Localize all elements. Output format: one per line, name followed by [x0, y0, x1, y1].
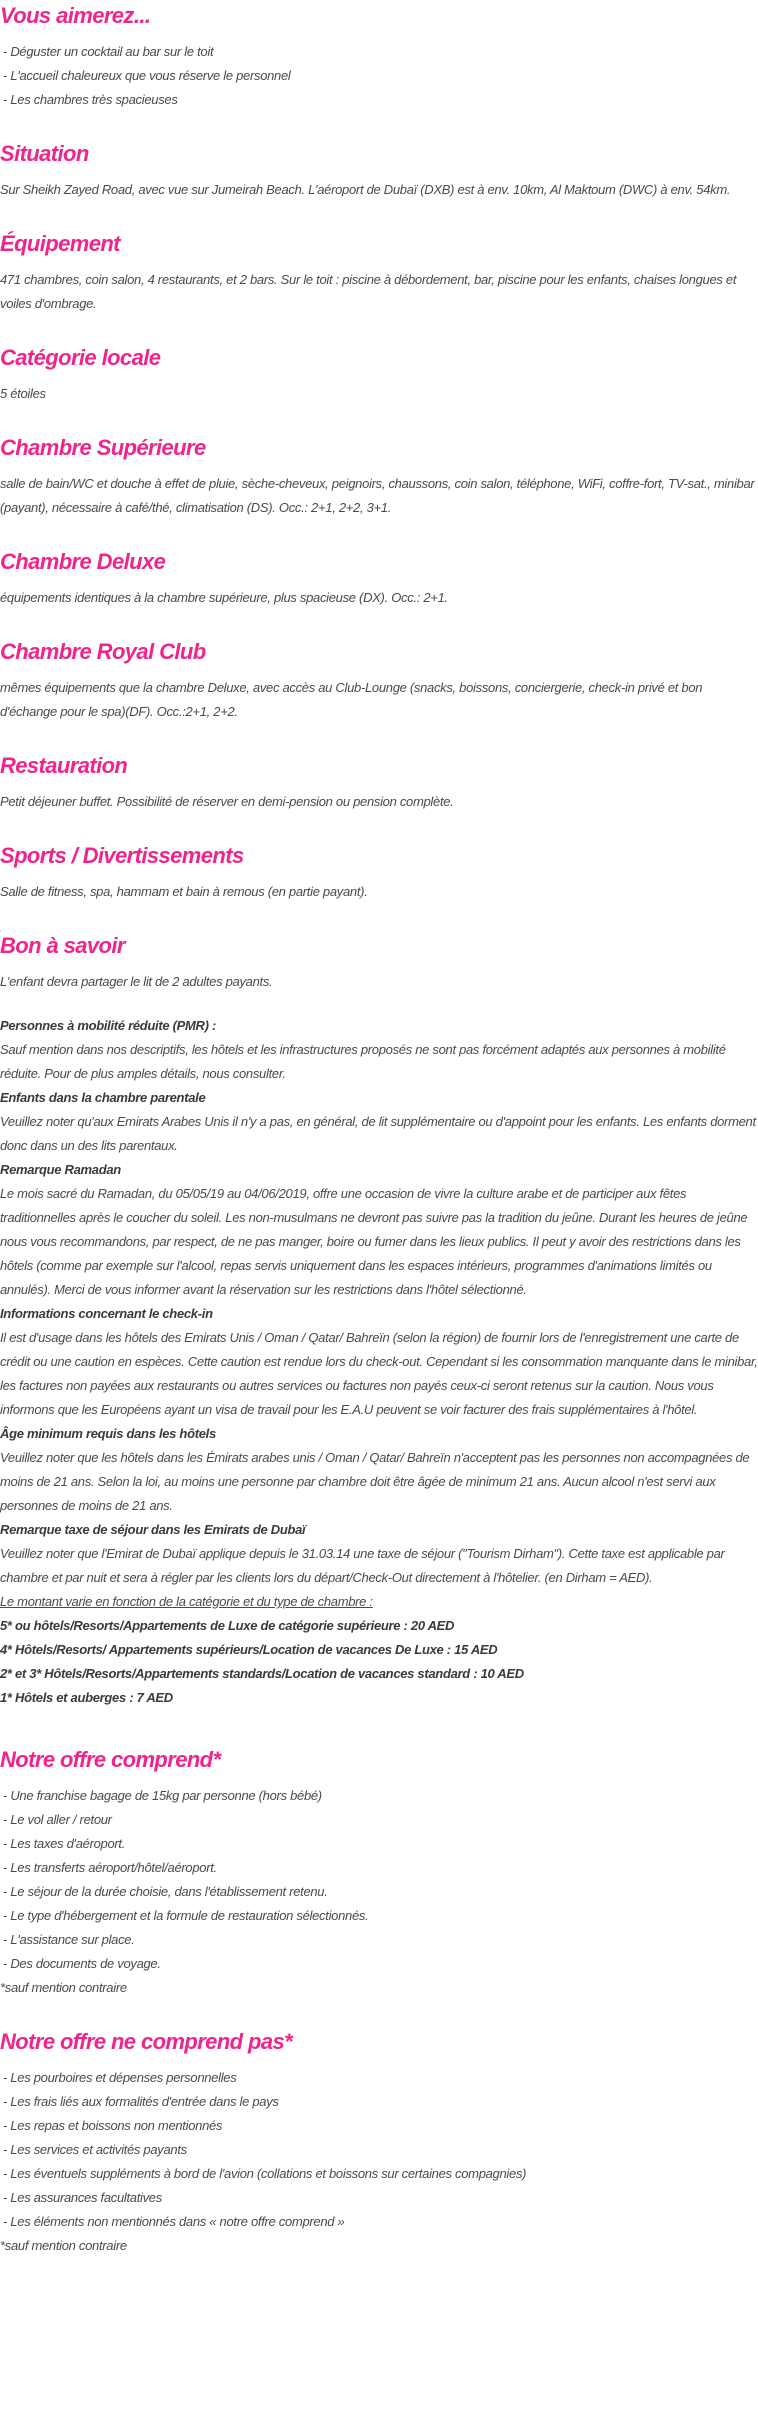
section-restauration — [0, 750, 758, 814]
footnote: *sauf mention contraire — [0, 2238, 127, 2253]
age-text: Veuillez noter que les hôtels dans les Émirats arabes unis / Oman / Qatar/ Bahreïn n'acceptent pas les personnes non accompagnées de moins de 21 ans. Selon la loi, au moins une personne par chambre doit être âgée de minimum 21 ans. Aucun alcool n'est servi aux personnes de moins de 21 ans. — [0, 1450, 750, 1513]
section-text: Salle de fitness, spa, hammam et bain à remous (en partie payant). — [0, 884, 368, 899]
list-item: - Le vol aller / retour — [3, 1812, 112, 1827]
list-item: - Le séjour de la durée choisie, dans l'établissement retenu. — [3, 1884, 328, 1899]
list-item: - Les éventuels suppléments à bord de l'avion (collations et boissons sur certaines compagnies) — [3, 2166, 527, 2181]
checkin-text: Il est d'usage dans les hôtels des Emirats Unis / Oman / Qatar/ Bahreïn (selon la région) de fournir lors de l'enregistrement une carte de crédit ou une caution en espèces. Cette caution est rendue lors du check-out. Cependant si les consommation manquante dans le minibar, les factures non payées aux restaurants ou autres services ou factures non payés ceux-ci seront retenus sur la caution. Nous vous informons que les Européens ayant un visa de travail pour les E.A.U peuvent se voir facturer des frais supplémentaires à l'hôtel. — [0, 1330, 758, 1417]
enfants-title: Enfants dans la chambre parentale — [0, 1090, 206, 1105]
section-text: 5 étoiles — [0, 386, 46, 401]
list-item: - L'assistance sur place. — [3, 1932, 135, 1947]
section-title: Sports / Divertissements — [0, 843, 244, 868]
section-equipement — [0, 228, 758, 316]
section-title: Catégorie locale — [0, 345, 161, 370]
montant-label: Le montant varie en fonction de la catégorie et du type de chambre : — [0, 1594, 373, 1609]
list-item: - Les pourboires et dépenses personnelles — [3, 2070, 237, 2085]
section-text: Petit déjeuner buffet. Possibilité de réserver en demi-pension ou pension complète. — [0, 794, 454, 809]
section-chambre-royal-club — [0, 636, 758, 724]
section-text: 471 chambres, coin salon, 4 restaurants, et 2 bars. Sur le toit : piscine à débordement, bar, piscine pour les enfants, chaises longues et voiles d'ombrage. — [0, 272, 737, 311]
included-list — [0, 1784, 758, 1976]
section-vous-aimerez — [0, 0, 758, 112]
section-bon-a-savoir — [0, 930, 758, 994]
checkin-title: Informations concernant le check-in — [0, 1306, 213, 1321]
pmr-text: Sauf mention dans nos descriptifs, les hôtels et les infrastructures proposés ne sont pas forcément adaptés aux personnes à mobilité réduite. Pour de plus amples détails, nous consulter. — [0, 1042, 726, 1081]
list-item: - L'accueil chaleureux que vous réserve le personnel — [3, 68, 291, 83]
section-title: Restauration — [0, 753, 128, 778]
excluded-list — [0, 2066, 758, 2234]
tax-rate: 2* et 3* Hôtels/Resorts/Appartements standards/Location de vacances standard : 10 AED — [0, 1666, 524, 1681]
list-item: - Les assurances facultatives — [3, 2190, 162, 2205]
highlights-list — [0, 40, 758, 112]
section-chambre-superieure — [0, 432, 758, 520]
list-item: - Les taxes d'aéroport. — [3, 1836, 126, 1851]
section-situation — [0, 138, 758, 202]
section-chambre-deluxe — [0, 546, 758, 610]
list-item: - Les services et activités payants — [3, 2142, 187, 2157]
section-title: Chambre Supérieure — [0, 435, 206, 460]
section-text: L'enfant devra partager le lit de 2 adultes payants. — [0, 974, 273, 989]
section-sports — [0, 840, 758, 904]
list-item: - Les transferts aéroport/hôtel/aéroport. — [3, 1860, 217, 1875]
ramadan-text: Le mois sacré du Ramadan, du 05/05/19 au 04/06/2019, offre une occasion de vivre la culture arabe et de participer aux fêtes traditionnelles après le coucher du soleil. Les non-musulmans ne devront pas suivre pas la tradition du jeûne. Durant les heures de jeûne nous vous recommandons, par respect, de ne pas manger, boire ou fumer dans les lieux publics. Il peut y avoir des restrictions dans les hôtels (comme par exemple sur l'alcool, repas servis uniquement dans les espaces intérieurs, programmes d'animations limités ou annulés). Merci de vous informer avant la réservation sur les restrictions dans l'hôtel sélectionné. — [0, 1186, 748, 1297]
practical-info — [0, 1014, 758, 1710]
section-text: mêmes équipements que la chambre Deluxe, avec accès au Club-Lounge (snacks, boissons, conciergerie, check-in privé et bon d'échange pour le spa)(DF). Occ.:2+1, 2+2. — [0, 680, 703, 719]
tax-rate: 4* Hôtels/Resorts/ Appartements supérieurs/Location de vacances De Luxe : 15 AED — [0, 1642, 498, 1657]
list-item: - Une franchise bagage de 15kg par personne (hors bébé) — [3, 1788, 322, 1803]
list-item: - Déguster un cocktail au bar sur le toit — [3, 44, 214, 59]
list-item: - Des documents de voyage. — [3, 1956, 161, 1971]
enfants-text: Veuillez noter qu'aux Emirats Arabes Unis il n'y a pas, en général, de lit supplémentaire ou d'appoint pour les enfants. Les enfants dorment donc dans un des lits parentaux. — [0, 1114, 756, 1153]
taxe-text: Veuillez noter que l'Emirat de Dubaï applique depuis le 31.03.14 une taxe de séjour ("Tourism Dirham"). Cette taxe est applicable par chambre et par nuit et sera à régler par les clients lors du départ/Check-Out directement à l'hôtelier. (en Dirham = AED). — [0, 1546, 725, 1585]
section-text: salle de bain/WC et douche à effet de pluie, sèche-cheveux, peignoirs, chaussons, coin salon, téléphone, WiFi, coffre-fort, TV-sat., minibar (payant), nécessaire à café/thé, climatisation (DS). Occ.: 2+1, 2+2, 3+1. — [0, 476, 755, 515]
section-title: Chambre Royal Club — [0, 639, 206, 664]
section-title: Chambre Deluxe — [0, 549, 166, 574]
section-text: équipements identiques à la chambre supérieure, plus spacieuse (DX). Occ.: 2+1. — [0, 590, 448, 605]
section-title: Notre offre ne comprend pas* — [0, 2029, 293, 2054]
list-item: - Les repas et boissons non mentionnés — [3, 2118, 223, 2133]
tax-rate: 5* ou hôtels/Resorts/Appartements de Luxe de catégorie supérieure : 20 AED — [0, 1618, 455, 1633]
list-item: - Les éléments non mentionnés dans « notre offre comprend » — [3, 2214, 345, 2229]
section-title: Bon à savoir — [0, 933, 125, 958]
section-offre-ne-comprend-pas — [0, 2026, 758, 2258]
list-item: - Les chambres très spacieuses — [3, 92, 178, 107]
section-text: Sur Sheikh Zayed Road, avec vue sur Jumeirah Beach. L'aéroport de Dubaï (DXB) est à env. 10km, Al Maktoum (DWC) à env. 54km. — [0, 182, 731, 197]
section-title: Équipement — [0, 231, 120, 256]
ramadan-title: Remarque Ramadan — [0, 1162, 121, 1177]
age-title: Âge minimum requis dans les hôtels — [0, 1426, 216, 1441]
tax-rate: 1* Hôtels et auberges : 7 AED — [0, 1690, 173, 1705]
list-item: - Les frais liés aux formalités d'entrée dans le pays — [3, 2094, 279, 2109]
section-title: Situation — [0, 141, 89, 166]
footnote: *sauf mention contraire — [0, 1980, 127, 1995]
pmr-title: Personnes à mobilité réduite (PMR) : — [0, 1018, 217, 1033]
section-offre-comprend — [0, 1744, 758, 2000]
taxe-title: Remarque taxe de séjour dans les Emirats de Dubaï — [0, 1522, 306, 1537]
section-categorie — [0, 342, 758, 406]
section-title: Notre offre comprend* — [0, 1747, 221, 1772]
list-item: - Le type d'hébergement et la formule de restauration sélectionnés. — [3, 1908, 369, 1923]
section-title: Vous aimerez... — [0, 3, 151, 28]
